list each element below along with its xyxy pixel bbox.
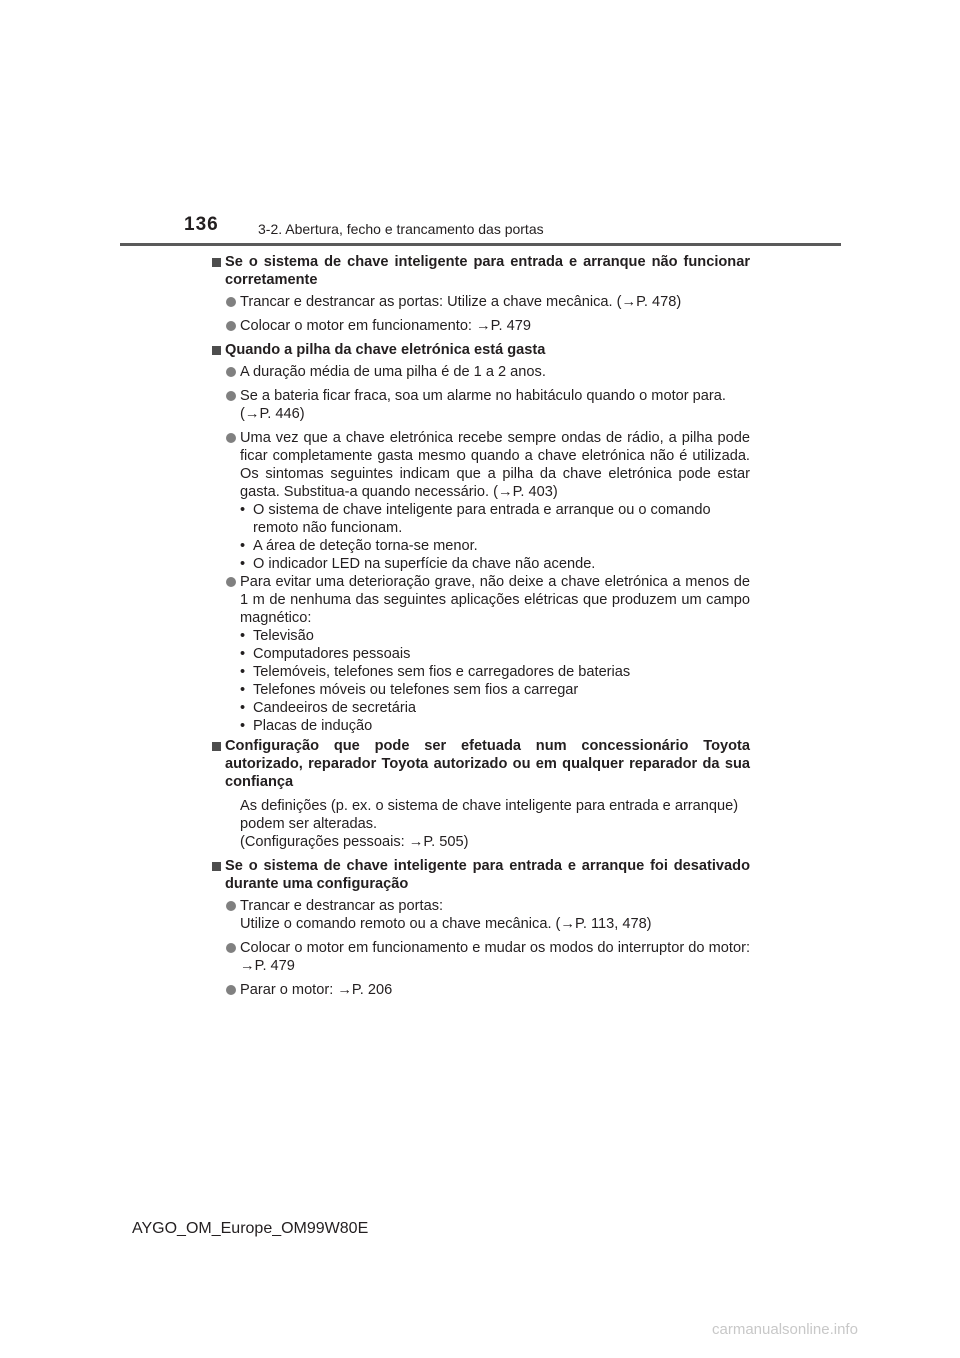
round-bullet-icon [226,321,236,331]
round-bullet-icon [226,367,236,377]
round-bullet-icon [226,943,236,953]
list-item: • Televisão [240,627,750,645]
list-item: • Telemóveis, telefones sem fios e carregadores de baterias [240,663,750,681]
list-item: • O indicador LED na superfície da chave não acende. [240,555,750,573]
heading-text: Configuração que pode ser efetuada num concessionário Toyota autorizado, reparador Toyota autorizado ou em qualquer reparador da sua confiança [225,738,750,790]
round-bullet-icon [226,985,236,995]
section-heading-smart-key-deactivated [210,857,750,893]
square-bullet-icon [212,258,221,267]
bullet-text: Parar o motor: →P. 206 [240,982,393,998]
bullet-item [210,387,750,423]
list-item: • Telefones móveis ou telefones sem fios a carregar [240,681,750,699]
bullet-item [210,939,750,975]
list-item: • Candeeiros de secretária [240,699,750,717]
bullet-text: Trancar e destrancar as portas: Utilize a chave mecânica. (→P. 478) [240,294,682,310]
heading-text: Se o sistema de chave inteligente para entrada e arranque foi desativado durante uma configuração [225,858,750,892]
square-bullet-icon [212,346,221,355]
bullet-text: Colocar o motor em funcionamento e mudar os modos do interruptor do motor: →P. 479 [240,940,750,974]
section-heading-smart-key-failure [210,253,750,289]
bullet-text: Para evitar uma deterioração grave, não deixe a chave eletrónica a menos de 1 m de nenhuma das seguintes aplicações elétricas que produzem um campo magnético: [240,574,750,626]
page-content [210,253,750,999]
list-item: • Computadores pessoais [240,645,750,663]
section-title: 3-2. Abertura, fecho e trancamento das portas [258,221,544,237]
watermark: carmanualsonline.info [712,1321,858,1338]
square-bullet-icon [212,742,221,751]
list-item: • A área de deteção torna-se menor. [240,537,750,555]
bullet-item [210,981,750,999]
bullet-item [210,293,750,311]
page-number: 136 [184,214,219,235]
bullet-text: A duração média de uma pilha é de 1 a 2 anos. [240,364,546,380]
list-item: • Placas de indução [240,717,750,735]
bullet-text: Uma vez que a chave eletrónica recebe sempre ondas de rádio, a pilha pode ficar completamente gasta mesmo quando a chave eletrónica não é utilizada. Os sintomas seguintes indicam que a pilha da chave eletrónica pode estar gasta. Substitua-a quando necessário. (→P. 403) [240,430,750,500]
round-bullet-icon [226,297,236,307]
section-heading-battery-depleted [210,341,750,359]
symptom-list [210,501,750,573]
heading-text: Quando a pilha da chave eletrónica está gasta [225,342,546,358]
page-header [0,0,960,250]
paragraph: (Configurações pessoais: →P. 505) [240,834,469,850]
bullet-text: Colocar o motor em funcionamento: →P. 479 [240,318,531,334]
bullet-text: Utilize o comando remoto ou a chave mecânica. (→P. 113, 478) [240,916,652,932]
header-rule [120,243,841,246]
square-bullet-icon [212,862,221,871]
paragraph: As definições (p. ex. o sistema de chave inteligente para entrada e arranque) podem ser alteradas. [240,798,739,832]
document-code: AYGO_OM_Europe_OM99W80E [132,1220,369,1237]
list-item: • O sistema de chave inteligente para entrada e arranque ou o comando remoto não funcionam. [240,501,750,537]
round-bullet-icon [226,391,236,401]
round-bullet-icon [226,433,236,443]
bullet-item [210,317,750,335]
round-bullet-icon [226,577,236,587]
heading-text: Se o sistema de chave inteligente para entrada e arranque não funcionar corretamente [225,254,750,288]
bullet-item [210,429,750,501]
round-bullet-icon [226,901,236,911]
bullet-item [210,573,750,627]
bullet-item [210,363,750,381]
bullet-text: Se a bateria ficar fraca, soa um alarme no habitáculo quando o motor para. (→P. 446) [240,388,726,422]
device-list [210,627,750,735]
bullet-text: Trancar e destrancar as portas: [240,898,444,914]
section-heading-dealer-configuration [210,737,750,791]
bullet-item [210,897,750,933]
